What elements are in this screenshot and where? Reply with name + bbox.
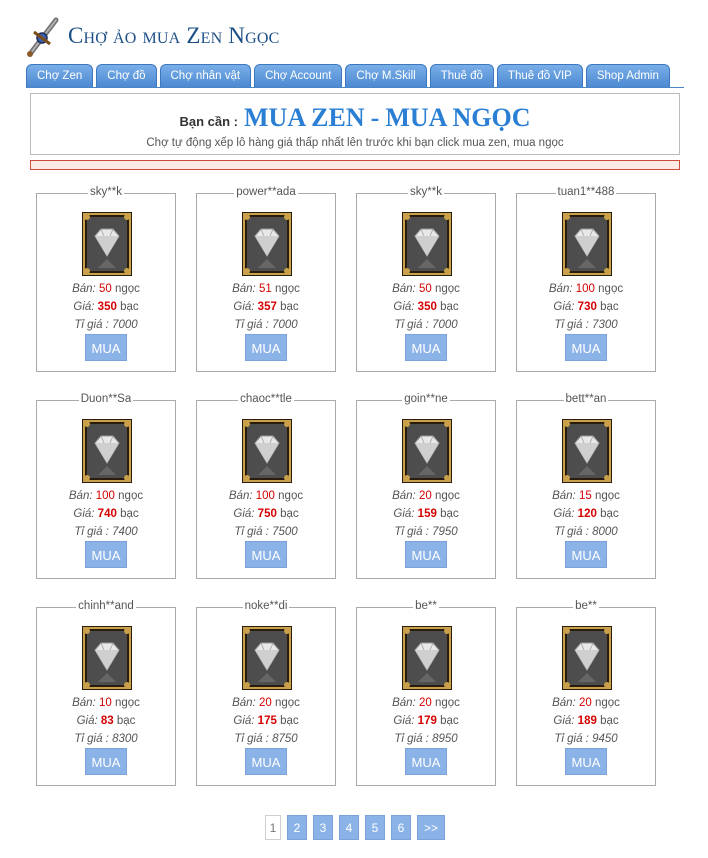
sell-line (517, 697, 655, 709)
page-link[interactable]: 4 (339, 815, 359, 840)
sell-label: Bán: (68, 490, 93, 502)
listing-card (356, 186, 496, 372)
buy-button[interactable]: MUA (245, 541, 287, 568)
gem-unit: ngọc (594, 490, 620, 502)
sell-amount: 100 (575, 283, 595, 295)
tab-thue-do[interactable]: Thuê đồ (430, 64, 494, 87)
listing-card (196, 186, 336, 372)
buy-button[interactable]: MUA (85, 748, 127, 775)
price-label: Giá: (393, 508, 415, 520)
price-amount: 120 (577, 508, 597, 520)
price-line (357, 508, 495, 520)
rate-line (37, 319, 175, 331)
sell-line (197, 697, 335, 709)
seller-name: sky**k (90, 186, 122, 198)
buy-button[interactable]: MUA (245, 334, 287, 361)
rate-label: Tỉ giá : (74, 526, 109, 538)
price-amount: 350 (417, 301, 437, 313)
gem-unit: ngọc (434, 697, 460, 709)
price-amount: 189 (577, 715, 597, 727)
rate-label: Tỉ giá : (394, 733, 429, 745)
sell-amount: 15 (578, 490, 592, 502)
gem-unit: ngọc (118, 490, 144, 502)
sell-amount: 10 (98, 697, 112, 709)
price-amount: 730 (577, 301, 597, 313)
rate-line (517, 526, 655, 538)
rate-value: 8950 (432, 733, 458, 745)
rate-value: 7000 (272, 319, 298, 331)
separator: - (370, 103, 380, 132)
price-line (37, 715, 175, 727)
gem-unit: ngọc (434, 490, 460, 502)
buy-gem-link[interactable]: MUA NGỌC (385, 103, 531, 132)
page-link[interactable]: 6 (391, 815, 411, 840)
next-page-button[interactable]: >> (417, 815, 445, 840)
seller-name-wrap (357, 600, 495, 612)
listing-card (516, 186, 656, 372)
gem-unit: ngọc (274, 283, 300, 295)
buy-button[interactable]: MUA (245, 748, 287, 775)
price-label: Giá: (553, 301, 575, 313)
price-line (37, 301, 175, 313)
listing-card (196, 393, 336, 579)
nav-tabs (26, 64, 684, 88)
rate-value: 7000 (112, 319, 138, 331)
rate-label: Tỉ giá : (234, 733, 269, 745)
sell-amount: 20 (258, 697, 272, 709)
silver-unit: bạc (440, 715, 459, 727)
seller-name: noke**di (244, 600, 288, 612)
gem-icon (82, 419, 132, 483)
rate-value: 9450 (592, 733, 618, 745)
gem-icon (242, 212, 292, 276)
price-label: Giá: (393, 715, 415, 727)
gem-icon (82, 626, 132, 690)
purchase-banner (30, 93, 680, 155)
price-line (37, 508, 175, 520)
tab-cho-do[interactable]: Chợ đồ (96, 64, 156, 87)
seller-name-wrap (197, 600, 335, 612)
buy-button[interactable]: MUA (85, 334, 127, 361)
buy-button[interactable]: MUA (565, 541, 607, 568)
sell-label: Bán: (72, 697, 96, 709)
price-line (357, 301, 495, 313)
sell-amount: 100 (255, 490, 275, 502)
sell-line (37, 490, 175, 502)
buy-button[interactable]: MUA (405, 748, 447, 775)
page-current: 1 (265, 815, 281, 840)
rate-value: 7400 (112, 526, 138, 538)
rate-line (517, 319, 655, 331)
rate-label: Tỉ giá : (554, 526, 589, 538)
sell-amount: 20 (578, 697, 592, 709)
listing-card (356, 393, 496, 579)
sell-line (517, 283, 655, 295)
seller-name-wrap (197, 393, 335, 405)
price-line (197, 301, 335, 313)
rate-label: Tỉ giá : (394, 526, 429, 538)
sell-label: Bán: (392, 697, 416, 709)
seller-name-wrap (517, 186, 655, 198)
gem-unit: ngọc (434, 283, 460, 295)
sell-amount: 20 (418, 697, 432, 709)
silver-unit: bạc (600, 301, 619, 313)
sell-label: Bán: (392, 490, 416, 502)
gem-unit: ngọc (114, 283, 140, 295)
price-label: Giá: (553, 715, 575, 727)
price-line (197, 508, 335, 520)
sell-label: Bán: (228, 490, 253, 502)
rate-label: Tỉ giá : (74, 733, 109, 745)
sell-line (37, 697, 175, 709)
sell-label: Bán: (232, 697, 256, 709)
silver-unit: bạc (280, 301, 299, 313)
price-amount: 175 (257, 715, 277, 727)
sell-label: Bán: (232, 283, 256, 295)
seller-name: be** (575, 600, 597, 612)
gem-icon (82, 212, 132, 276)
seller-name-wrap (357, 393, 495, 405)
sell-label: Bán: (552, 490, 576, 502)
sell-line (197, 283, 335, 295)
listing-card (196, 600, 336, 786)
gem-unit: ngọc (114, 697, 140, 709)
buy-zen-link[interactable]: MUA ZEN (244, 103, 365, 132)
price-label: Giá: (393, 301, 415, 313)
gem-unit: ngọc (278, 490, 304, 502)
rate-label: Tỉ giá : (234, 319, 269, 331)
rate-line (357, 526, 495, 538)
rate-value: 7000 (432, 319, 458, 331)
price-label: Giá: (233, 715, 255, 727)
need-label: Bạn cần : (179, 114, 239, 129)
sell-amount: 51 (258, 283, 272, 295)
seller-name-wrap (197, 186, 335, 198)
rate-line (37, 526, 175, 538)
buy-button[interactable]: MUA (565, 334, 607, 361)
buy-button[interactable]: MUA (565, 748, 607, 775)
silver-unit: bạc (440, 301, 459, 313)
sell-amount: 50 (98, 283, 112, 295)
gem-icon (402, 212, 452, 276)
seller-name-wrap (357, 186, 495, 198)
tab-cho-nhan-vat[interactable]: Chợ nhân vật (160, 64, 252, 87)
sell-line (517, 490, 655, 502)
listing-card (36, 186, 176, 372)
rate-label: Tỉ giá : (74, 319, 109, 331)
silver-unit: bạc (116, 715, 136, 727)
rate-line (357, 733, 495, 745)
gem-icon (562, 212, 612, 276)
sell-amount: 50 (418, 283, 432, 295)
sell-label: Bán: (72, 283, 96, 295)
page-link[interactable]: 5 (365, 815, 385, 840)
seller-name-wrap (37, 600, 175, 612)
rate-value: 7500 (272, 526, 298, 538)
silver-unit: bạc (120, 301, 139, 313)
price-line (517, 301, 655, 313)
buy-button[interactable]: MUA (405, 334, 447, 361)
gem-icon (242, 419, 292, 483)
sell-amount: 100 (95, 490, 115, 502)
rate-line (357, 319, 495, 331)
seller-name: power**ada (236, 186, 296, 198)
gem-icon (402, 626, 452, 690)
seller-name: be** (415, 600, 437, 612)
price-amount: 750 (257, 508, 277, 520)
sell-amount: 20 (418, 490, 432, 502)
silver-unit: bạc (600, 508, 619, 520)
listing-card (516, 393, 656, 579)
price-amount: 740 (97, 508, 117, 520)
price-line (517, 508, 655, 520)
sell-label: Bán: (552, 697, 576, 709)
silver-unit: bạc (280, 508, 299, 520)
price-amount: 357 (257, 301, 277, 313)
price-label: Giá: (73, 508, 95, 520)
gem-icon (562, 626, 612, 690)
price-amount: 350 (97, 301, 117, 313)
rate-value: 7950 (432, 526, 458, 538)
silver-unit: bạc (440, 508, 459, 520)
price-label: Giá: (73, 301, 95, 313)
rate-value: 8750 (272, 733, 298, 745)
seller-name: bett**an (565, 393, 607, 405)
gem-icon (242, 626, 292, 690)
price-label: Giá: (553, 508, 575, 520)
price-amount: 179 (417, 715, 437, 727)
rate-line (197, 526, 335, 538)
seller-name-wrap (37, 186, 175, 198)
sell-line (37, 283, 175, 295)
site-title: Chợ ảo mua Zen Ngọc (68, 23, 280, 48)
price-label: Giá: (76, 715, 98, 727)
page-link[interactable]: 2 (287, 815, 307, 840)
rate-line (197, 733, 335, 745)
seller-name: chaoc**tle (240, 393, 292, 405)
alert-bar (30, 160, 680, 170)
listing-card (516, 600, 656, 786)
price-line (197, 715, 335, 727)
tab-cho-mskill[interactable]: Chợ M.Skill (345, 64, 426, 87)
buy-button[interactable]: MUA (405, 541, 447, 568)
tab-shop-admin[interactable]: Shop Admin (586, 64, 670, 87)
listing-card (356, 600, 496, 786)
listing-card (36, 600, 176, 786)
banner-description: Chợ tự động xếp lô hàng giá thấp nhất lên trước khi bạn click mua zen, mua ngọc (146, 137, 564, 149)
sell-line (357, 283, 495, 295)
rate-label: Tỉ giá : (554, 319, 589, 331)
price-label: Giá: (233, 301, 255, 313)
tab-cho-zen[interactable]: Chợ Zen (26, 64, 93, 87)
price-line (357, 715, 495, 727)
rate-label: Tỉ giá : (554, 733, 589, 745)
seller-name-wrap (517, 600, 655, 612)
price-line (517, 715, 655, 727)
sword-logo-icon (22, 14, 62, 58)
seller-name: tuan1**488 (557, 186, 615, 198)
sell-label: Bán: (548, 283, 573, 295)
rate-label: Tỉ giá : (394, 319, 429, 331)
sell-label: Bán: (392, 283, 416, 295)
pagination (265, 815, 445, 840)
seller-name-wrap (37, 393, 175, 405)
rate-value: 8000 (592, 526, 618, 538)
buy-button[interactable]: MUA (85, 541, 127, 568)
price-label: Giá: (233, 508, 255, 520)
gem-icon (402, 419, 452, 483)
sell-line (357, 490, 495, 502)
rate-line (517, 733, 655, 745)
price-amount: 159 (417, 508, 437, 520)
silver-unit: bạc (280, 715, 299, 727)
silver-unit: bạc (120, 508, 139, 520)
listing-card (36, 393, 176, 579)
rate-line (197, 319, 335, 331)
seller-name: chinh**and (78, 600, 134, 612)
seller-name-wrap (517, 393, 655, 405)
seller-name: sky**k (410, 186, 442, 198)
gem-unit: ngọc (274, 697, 300, 709)
rate-value: 8300 (112, 733, 138, 745)
silver-unit: bạc (600, 715, 619, 727)
rate-label: Tỉ giá : (234, 526, 269, 538)
tab-cho-account[interactable]: Chợ Account (254, 64, 342, 87)
header (22, 12, 279, 60)
page-link[interactable]: 3 (313, 815, 333, 840)
gem-unit: ngọc (594, 697, 620, 709)
seller-name: Duon**Sa (80, 393, 132, 405)
price-amount: 83 (100, 715, 114, 727)
rate-line (37, 733, 175, 745)
seller-name: goin**ne (404, 393, 448, 405)
rate-value: 7300 (592, 319, 618, 331)
sell-line (197, 490, 335, 502)
gem-icon (562, 419, 612, 483)
gem-unit: ngọc (598, 283, 624, 295)
sell-line (357, 697, 495, 709)
tab-thue-do-vip[interactable]: Thuê đồ VIP (497, 64, 583, 87)
